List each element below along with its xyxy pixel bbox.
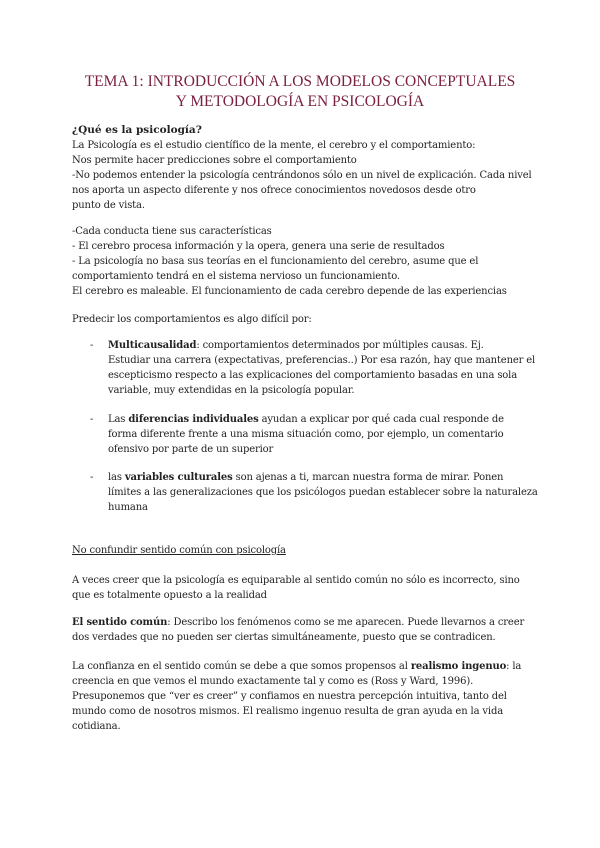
text-line: -Cada conducta tiene sus características: [72, 226, 272, 237]
text-span: : comportamientos determinados por múltiples causas. Ej.: [196, 340, 484, 351]
text-line: Presuponemos que “ver es creer” y confiamos en nuestra percepción intuitiva, tanto del: [72, 691, 507, 702]
text-span: ayudan a explicar por qué cada cual responde de: [258, 414, 504, 425]
para-first-line: [72, 615, 532, 630]
text-line: nos aporta un aspecto diferente y nos ofrece conocimientos novedosos desde otro: [72, 185, 476, 196]
text-line: variable, muy extendidas en la psicología popular.: [108, 385, 355, 396]
text-span: La confianza en el sentido común se debe a que somos propensos al: [72, 661, 411, 672]
text-line: cotidiana.: [72, 721, 121, 732]
text-line: El cerebro es maleable. El funcionamiento de cada cerebro depende de las experiencias: [72, 286, 507, 297]
text-line: Estudiar una carrera (expectativas, preferencias..) Por esa razón, hay que mantener el: [108, 355, 536, 366]
text-line: creencia en que vemos el mundo exactamente tal y como es (Ross y Ward, 1996).: [72, 676, 474, 687]
text-line: comportamiento tendrá en el sistema nervioso un funcionamiento.: [72, 271, 400, 282]
section-heading: ¿Qué es la psicología?: [72, 124, 202, 136]
text-line: mundo como de nosotros mismos. El realismo ingenuo resulta de gran ayuda en la vida: [72, 706, 504, 717]
text-line: escepticismo respecto a las explicaciones del comportamiento basadas en una sola: [108, 370, 518, 381]
para-first-line: [72, 659, 532, 674]
page-title: [60, 72, 540, 112]
text-line: dos verdades que no pueden ser ciertas simultáneamente, puesto que se contradicen.: [72, 632, 496, 643]
bullet-marker: -: [90, 472, 94, 483]
paragraph-1: [72, 573, 532, 603]
underlined-subheading: No confundir sentido común con psicología: [72, 545, 286, 556]
text-line: humana: [108, 502, 148, 513]
text-span: son ajenas a ti, marcan nuestra forma de mirar. Ponen: [232, 472, 504, 483]
bullet-multicausalidad: [108, 338, 538, 398]
bold-term: variables culturales: [124, 472, 233, 483]
bullet-marker: -: [90, 414, 94, 425]
title-line-2: Y METODOLOGÍA EN PSICOLOGÍA: [175, 93, 425, 110]
paragraph-3: [72, 659, 532, 734]
text-line: que es totalmente opuesto a la realidad: [72, 590, 267, 601]
bullet-first-line: [108, 338, 538, 353]
bullet-marker: -: [90, 340, 94, 351]
text-span: : la: [506, 661, 522, 672]
text-line: - La psicología no basa sus teorías en el funcionamiento del cerebro, asume que el: [72, 256, 479, 267]
text-line: La Psicología es el estudio científico de la mente, el cerebro y el comportamiento:: [72, 140, 476, 151]
text-line: A veces creer que la psicología es equiparable al sentido común no sólo es incorrecto, sino: [72, 575, 520, 586]
bullet-diferencias: [108, 412, 538, 457]
bold-term: Multicausalidad: [108, 340, 197, 351]
text-line: punto de vista.: [72, 200, 145, 211]
text-line: forma diferente frente a una misma situación como, por ejemplo, un comentario: [108, 429, 504, 440]
section2-paragraph: [72, 224, 532, 299]
text-line: Nos permite hacer predicciones sobre el comportamiento: [72, 155, 357, 166]
title-line-1: TEMA 1: INTRODUCCIÓN A LOS MODELOS CONCEPTUALES: [84, 73, 516, 90]
predecir-line: [72, 312, 532, 327]
section1-paragraph: [72, 138, 532, 213]
text-line: Predecir los comportamientos es algo difícil por:: [72, 314, 312, 325]
bullet-variables: [108, 470, 538, 515]
bold-term: diferencias individuales: [128, 414, 259, 425]
text-span: las: [108, 472, 125, 483]
paragraph-2: [72, 615, 532, 645]
text-line: - El cerebro procesa información y la opera, genera una serie de resultados: [72, 241, 445, 252]
subheading: [72, 543, 532, 558]
text-span: Las: [108, 414, 129, 425]
bullet-first-line: [108, 412, 538, 427]
text-line: -No podemos entender la psicología centrándonos sólo en un nivel de explicación. Cada nivel: [72, 170, 532, 181]
text-line: límites a las generalizaciones que los psicólogos puedan establecer sobre la naturaleza: [108, 487, 538, 498]
text-span: : Describo los fenómenos como se me aparecen. Puede llevarnos a creer: [167, 617, 525, 628]
bold-term: El sentido común: [72, 617, 168, 628]
bold-term: realismo ingenuo: [410, 661, 507, 672]
text-line: ofensivo por parte de un superior: [108, 444, 274, 455]
bullet-first-line: [108, 470, 538, 485]
